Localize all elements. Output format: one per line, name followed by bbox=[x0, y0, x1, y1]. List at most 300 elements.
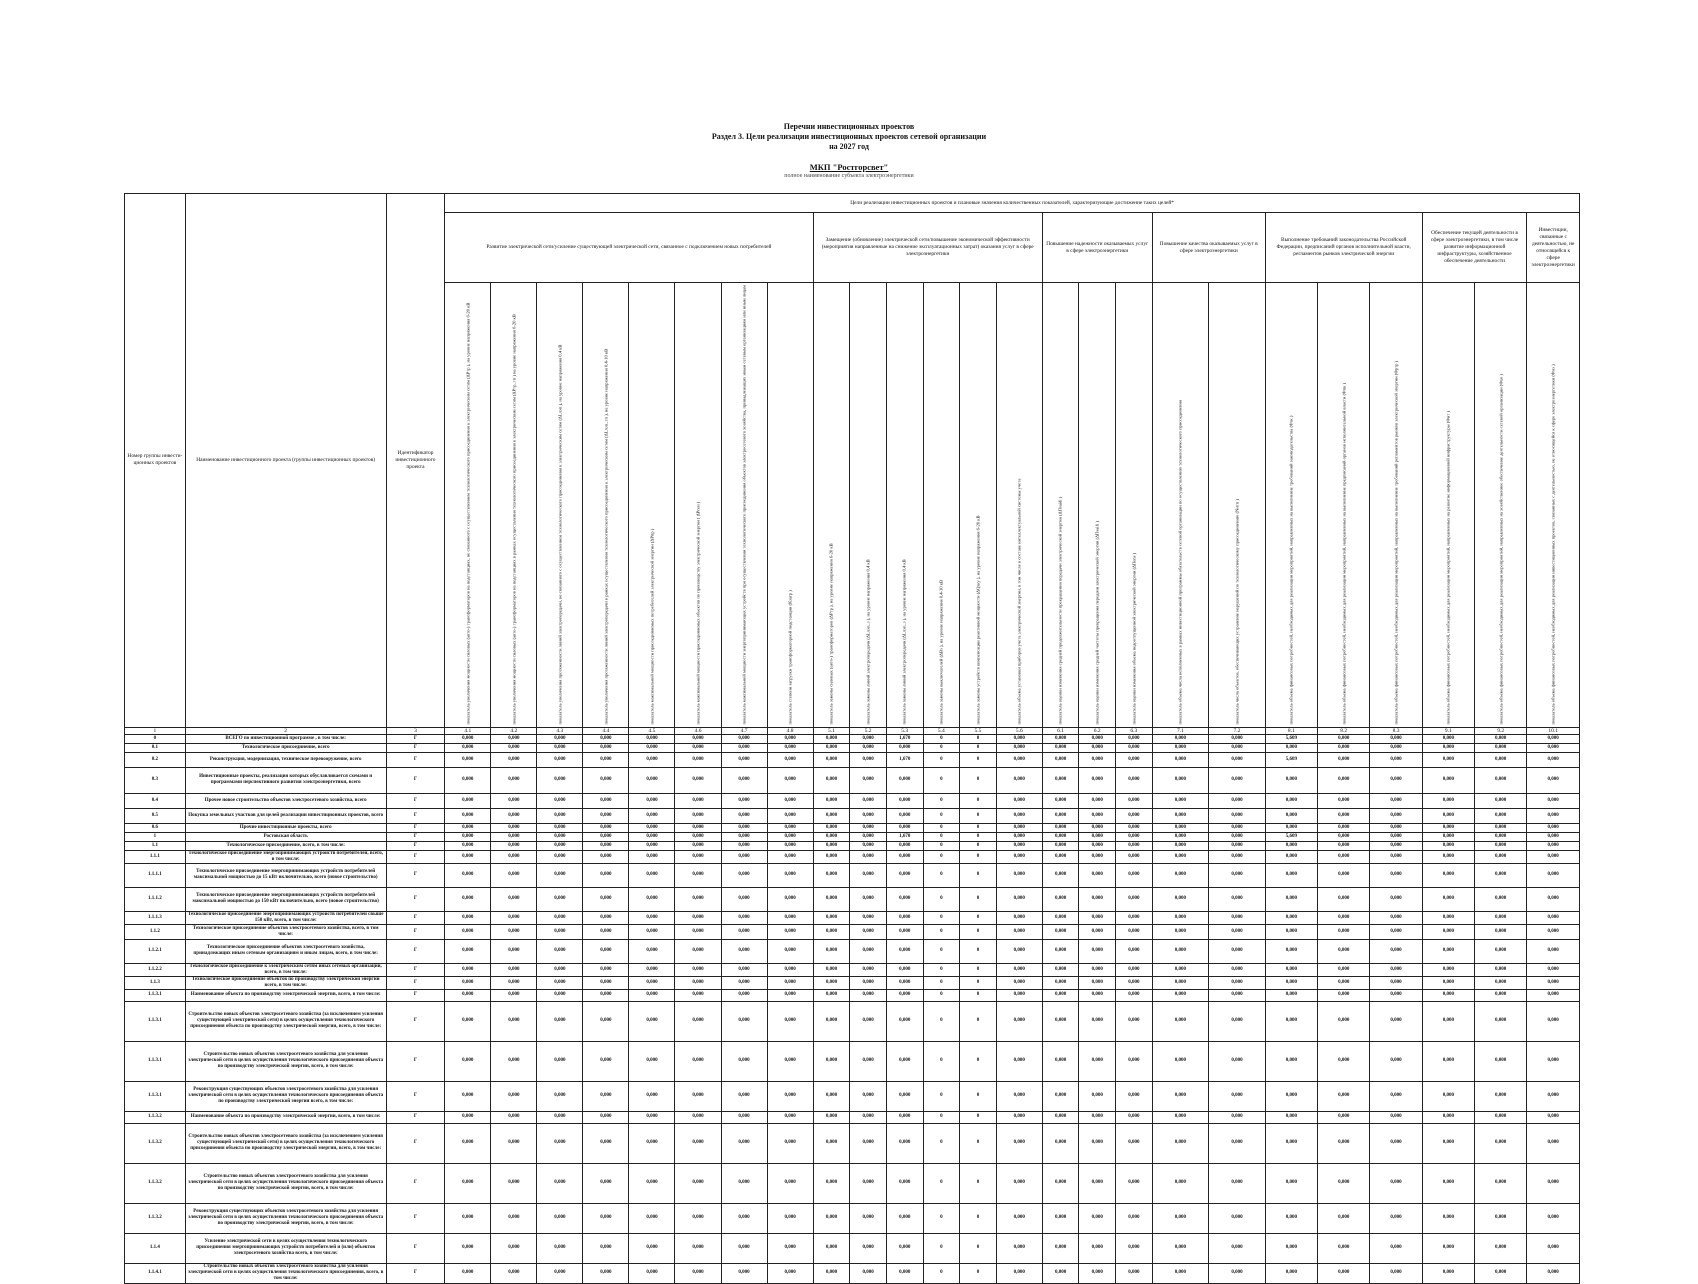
table-row bbox=[125, 863, 1580, 887]
header-indicator: показатель увеличения протяженности линий электропередачи, не связанного с осуществлением технологического присоединения к электрическим сетям (ΔLлэп ), на уровне напряжения 0,4 кВ bbox=[537, 283, 583, 728]
row-value: 0,000 bbox=[1152, 963, 1209, 976]
row-value: 0,000 bbox=[813, 939, 850, 963]
header-goal-6: Повышение надежности оказываемых услуг в сфере электроэнергетики bbox=[1042, 213, 1152, 283]
row-value: 0,000 bbox=[850, 989, 887, 1001]
row-value: 0 bbox=[960, 841, 997, 850]
row-value: 0,000 bbox=[1152, 911, 1209, 924]
row-value: 0,000 bbox=[675, 832, 721, 841]
row-value: 0,000 bbox=[721, 808, 767, 823]
row-value: 0,000 bbox=[1209, 911, 1266, 924]
row-value: 0,000 bbox=[1265, 743, 1317, 752]
row-value: 0 bbox=[923, 963, 960, 976]
row-value: 0,000 bbox=[850, 793, 887, 808]
row-value: 0,000 bbox=[886, 1163, 923, 1203]
row-name: Технологическое присоединение к электрическим сетям иных сетевых организаций, всего, в том числе: bbox=[185, 963, 386, 976]
row-value: 0,000 bbox=[1152, 924, 1209, 939]
row-value: 0,000 bbox=[629, 743, 675, 752]
row-value: 0 bbox=[923, 1263, 960, 1283]
row-value: 0,000 bbox=[813, 823, 850, 832]
row-value: 0,000 bbox=[1152, 1001, 1209, 1041]
header-indicator: показатель объема финансовых потребностей, необходимых для реализации мероприятий, направленных на выполнение требований регламентов рынков электрической энергии (Фртр ) bbox=[1370, 283, 1422, 728]
row-value: 0,000 bbox=[1422, 939, 1474, 963]
row-value: 0,000 bbox=[850, 850, 887, 863]
row-value: 0,000 bbox=[767, 1081, 813, 1111]
row-value: 0,000 bbox=[1527, 841, 1580, 850]
row-value: 0,000 bbox=[1116, 832, 1153, 841]
row-value: 0,000 bbox=[767, 1041, 813, 1081]
row-value: 0,000 bbox=[629, 823, 675, 832]
row-value: 0,000 bbox=[721, 1123, 767, 1163]
row-value: 0,000 bbox=[813, 793, 850, 808]
row-value: 0,000 bbox=[1475, 911, 1527, 924]
row-value: 0,000 bbox=[583, 1001, 629, 1041]
column-number: 9.2 bbox=[1475, 727, 1527, 734]
row-number: 0.3 bbox=[125, 767, 186, 793]
row-value: 0,000 bbox=[1422, 1081, 1474, 1111]
row-value: 0,000 bbox=[1265, 1081, 1317, 1111]
row-value: 0,000 bbox=[1370, 734, 1422, 743]
row-value: 0,000 bbox=[675, 887, 721, 911]
row-value: 0,000 bbox=[886, 850, 923, 863]
row-value: 0,000 bbox=[583, 963, 629, 976]
row-value: 0,000 bbox=[721, 823, 767, 832]
row-value: 0,000 bbox=[445, 1203, 491, 1233]
row-value: 0,000 bbox=[1152, 1163, 1209, 1203]
table-row bbox=[125, 1233, 1580, 1263]
row-value: 0,000 bbox=[1079, 767, 1116, 793]
row-value: 0,000 bbox=[886, 976, 923, 989]
row-value: 0,000 bbox=[629, 734, 675, 743]
row-name: Технологическое присоединение энергопринимающих устройств потребителей, всего, в том числе: bbox=[185, 850, 386, 863]
row-value: 0,000 bbox=[1422, 863, 1474, 887]
row-name: ВСЕГО по инвестиционной программе , в том числе: bbox=[185, 734, 386, 743]
row-value: 0 bbox=[960, 743, 997, 752]
row-value: 0,000 bbox=[886, 743, 923, 752]
row-value: 0,000 bbox=[1422, 1163, 1474, 1203]
row-value: 0,000 bbox=[1370, 1041, 1422, 1081]
column-number: 3 bbox=[386, 727, 445, 734]
row-value: 0,000 bbox=[1422, 823, 1474, 832]
row-value: 0,000 bbox=[537, 841, 583, 850]
row-value: 0,000 bbox=[813, 911, 850, 924]
row-value: 0,000 bbox=[850, 863, 887, 887]
row-value: 0,000 bbox=[1370, 767, 1422, 793]
row-value: 0,000 bbox=[886, 1111, 923, 1123]
row-value: 0 bbox=[923, 911, 960, 924]
row-value: 0,000 bbox=[886, 863, 923, 887]
row-value: 0,000 bbox=[886, 841, 923, 850]
row-value: 0,000 bbox=[1370, 939, 1422, 963]
row-value: 0,000 bbox=[491, 823, 537, 832]
row-value: 0,000 bbox=[1422, 976, 1474, 989]
row-value: 0,000 bbox=[1527, 832, 1580, 841]
row-value: 0,000 bbox=[721, 963, 767, 976]
row-value: 0,000 bbox=[1042, 793, 1079, 808]
column-number: 6.1 bbox=[1042, 727, 1079, 734]
row-value: 0,000 bbox=[491, 1111, 537, 1123]
row-value: 0,000 bbox=[675, 911, 721, 924]
row-value: 0,000 bbox=[850, 808, 887, 823]
row-name: Ростовская область bbox=[185, 832, 386, 841]
row-value: 0,000 bbox=[537, 1001, 583, 1041]
row-value: 0,000 bbox=[1079, 841, 1116, 850]
row-value: 0,000 bbox=[491, 863, 537, 887]
row-identifier: Г bbox=[386, 989, 445, 1001]
row-value: 0,000 bbox=[1209, 976, 1266, 989]
row-value: 0,000 bbox=[537, 1123, 583, 1163]
row-value: 0,000 bbox=[1318, 823, 1370, 832]
row-identifier: Г bbox=[386, 743, 445, 752]
row-value: 0,000 bbox=[721, 841, 767, 850]
row-name: Инвестиционные проекты, реализация которых обуславливается схемами и программами перспективного развития электроэнергетики, всего bbox=[185, 767, 386, 793]
header-indicator: показатель степени загрузки трансформаторной подстанции (Кзагр ) bbox=[767, 283, 813, 728]
row-identifier: Г bbox=[386, 832, 445, 841]
row-value: 0,000 bbox=[813, 743, 850, 752]
row-value: 0,000 bbox=[850, 823, 887, 832]
row-value: 0,000 bbox=[491, 939, 537, 963]
row-value: 0,000 bbox=[996, 734, 1042, 743]
row-value: 0,000 bbox=[1116, 1123, 1153, 1163]
row-value: 0,000 bbox=[1265, 1203, 1317, 1233]
row-value: 0,000 bbox=[1318, 1233, 1370, 1263]
row-value: 0,000 bbox=[537, 823, 583, 832]
table-row bbox=[125, 1263, 1580, 1283]
row-value: 0,000 bbox=[1116, 841, 1153, 850]
row-value: 0,000 bbox=[767, 1163, 813, 1203]
row-value: 0,000 bbox=[445, 863, 491, 887]
row-value: 0,000 bbox=[1209, 1001, 1266, 1041]
row-value: 0,000 bbox=[1152, 743, 1209, 752]
table-row bbox=[125, 752, 1580, 767]
row-value: 0,000 bbox=[583, 1163, 629, 1203]
row-value: 0 bbox=[923, 767, 960, 793]
row-value: 0,000 bbox=[1152, 793, 1209, 808]
row-value: 0,000 bbox=[445, 743, 491, 752]
row-identifier: Г bbox=[386, 841, 445, 850]
row-value: 0,000 bbox=[721, 743, 767, 752]
row-value: 0 bbox=[923, 808, 960, 823]
row-value: 0,000 bbox=[491, 1163, 537, 1203]
row-value: 0,000 bbox=[721, 976, 767, 989]
row-value: 0,000 bbox=[537, 850, 583, 863]
row-value: 0,000 bbox=[996, 808, 1042, 823]
row-value: 0,000 bbox=[629, 850, 675, 863]
header-goal-8: Выполнение требований законодательства Российской Федерации, предписаний органов исполнительной власти, регламентов рынков электрической энергии bbox=[1265, 213, 1422, 283]
row-value: 0,000 bbox=[583, 863, 629, 887]
row-value: 0,000 bbox=[1209, 823, 1266, 832]
row-value: 0,000 bbox=[1079, 1001, 1116, 1041]
column-number: 4.1 bbox=[445, 727, 491, 734]
row-value: 0,000 bbox=[445, 887, 491, 911]
row-value: 0,000 bbox=[1042, 887, 1079, 911]
table-row bbox=[125, 823, 1580, 832]
row-value: 0,000 bbox=[629, 1001, 675, 1041]
row-value: 0 bbox=[960, 939, 997, 963]
row-value: 0,000 bbox=[1422, 743, 1474, 752]
row-value: 0,000 bbox=[1265, 1111, 1317, 1123]
row-value: 0,000 bbox=[1527, 1111, 1580, 1123]
row-value: 0,000 bbox=[583, 808, 629, 823]
row-value: 0,000 bbox=[491, 793, 537, 808]
row-value: 0,000 bbox=[1527, 1081, 1580, 1111]
row-value: 0,000 bbox=[1116, 1081, 1153, 1111]
row-value: 0,000 bbox=[629, 963, 675, 976]
row-value: 0,000 bbox=[1527, 1233, 1580, 1263]
row-identifier: Г bbox=[386, 1081, 445, 1111]
row-value: 0,000 bbox=[996, 1041, 1042, 1081]
row-value: 0,000 bbox=[491, 734, 537, 743]
row-value: 0,000 bbox=[813, 734, 850, 743]
row-value: 0,000 bbox=[537, 767, 583, 793]
row-number: 1.1.3.2 bbox=[125, 1123, 186, 1163]
row-value: 0,000 bbox=[583, 1263, 629, 1283]
row-value: 0,000 bbox=[537, 752, 583, 767]
row-value: 0,000 bbox=[583, 1081, 629, 1111]
row-value: 0,000 bbox=[1475, 1233, 1527, 1263]
row-value: 0,000 bbox=[1209, 1233, 1266, 1263]
row-number: 1.1.4 bbox=[125, 1233, 186, 1263]
column-number: 9.1 bbox=[1422, 727, 1474, 734]
column-number: 5.5 bbox=[960, 727, 997, 734]
row-value: 0,000 bbox=[996, 793, 1042, 808]
row-value: 0,000 bbox=[491, 989, 537, 1001]
row-value: 0,000 bbox=[1422, 793, 1474, 808]
row-value: 0,000 bbox=[629, 1203, 675, 1233]
row-value: 0,000 bbox=[721, 1041, 767, 1081]
row-value: 0,000 bbox=[491, 841, 537, 850]
row-value: 0,000 bbox=[1079, 1041, 1116, 1081]
row-value: 0,000 bbox=[583, 924, 629, 939]
row-value: 0 bbox=[923, 863, 960, 887]
header-goal-10: Инвестиции, связанные с деятельностью, не относящейся к сфере электроэнергетики bbox=[1527, 213, 1580, 283]
row-value: 0,000 bbox=[1318, 939, 1370, 963]
row-value: 0,000 bbox=[1318, 1041, 1370, 1081]
row-value: 0,000 bbox=[675, 808, 721, 823]
row-value: 0,000 bbox=[1116, 743, 1153, 752]
row-value: 0,000 bbox=[767, 767, 813, 793]
row-value: 0,000 bbox=[1318, 734, 1370, 743]
table-row bbox=[125, 1203, 1580, 1233]
row-value: 0,000 bbox=[721, 752, 767, 767]
row-value: 0,000 bbox=[813, 1111, 850, 1123]
row-value: 0,000 bbox=[886, 1263, 923, 1283]
column-number: 4.3 bbox=[537, 727, 583, 734]
row-value: 0,000 bbox=[1042, 808, 1079, 823]
row-value: 0,000 bbox=[850, 743, 887, 752]
row-value: 0,000 bbox=[886, 1123, 923, 1163]
row-identifier: Г bbox=[386, 823, 445, 832]
row-value: 0,000 bbox=[583, 1041, 629, 1081]
row-value: 0,000 bbox=[491, 1123, 537, 1163]
row-value: 0,000 bbox=[1116, 989, 1153, 1001]
table-row bbox=[125, 793, 1580, 808]
row-value: 0,000 bbox=[1265, 989, 1317, 1001]
row-number: 1.1.3.2 bbox=[125, 1111, 186, 1123]
row-value: 0,000 bbox=[1265, 976, 1317, 989]
row-value: 0,000 bbox=[1209, 734, 1266, 743]
row-value: 0,000 bbox=[1042, 1163, 1079, 1203]
row-value: 0,000 bbox=[1042, 1203, 1079, 1233]
header-goal-5: Замещение (обновление) электрической сети/повышение экономической эффективности (мероприятия направленные на снижение эксплуатационных затрат) оказания услуг в сфере электроэнергетики bbox=[813, 213, 1042, 283]
row-value: 0,000 bbox=[1422, 1123, 1474, 1163]
row-value: 0,000 bbox=[1475, 743, 1527, 752]
row-value: 0,000 bbox=[1318, 976, 1370, 989]
column-number: 7.2 bbox=[1209, 727, 1266, 734]
row-value: 0,000 bbox=[1079, 989, 1116, 1001]
row-value: 0,000 bbox=[767, 989, 813, 1001]
row-value: 0,000 bbox=[1422, 1263, 1474, 1283]
row-value: 0,000 bbox=[1318, 832, 1370, 841]
row-value: 0,000 bbox=[629, 1263, 675, 1283]
row-value: 0,000 bbox=[1527, 989, 1580, 1001]
row-value: 0,000 bbox=[583, 850, 629, 863]
row-value: 0,000 bbox=[1042, 1233, 1079, 1263]
row-identifier: Г bbox=[386, 793, 445, 808]
row-value: 0,000 bbox=[629, 1081, 675, 1111]
title-line-2: Раздел 3. Цели реализации инвестиционных проектов сетевой организации bbox=[711, 132, 987, 141]
row-value: 0,000 bbox=[491, 911, 537, 924]
row-number: 1.1.2 bbox=[125, 924, 186, 939]
row-name: Покупка земельных участков для целей реализации инвестиционных проектов, всего bbox=[185, 808, 386, 823]
row-value: 0,000 bbox=[445, 1233, 491, 1263]
row-value: 0,000 bbox=[1042, 752, 1079, 767]
row-value: 0,000 bbox=[629, 1233, 675, 1263]
row-value: 0,000 bbox=[1265, 1041, 1317, 1081]
row-name: Технологическое присоединение, всего bbox=[185, 743, 386, 752]
row-value: 0,000 bbox=[721, 911, 767, 924]
row-value: 0,000 bbox=[886, 887, 923, 911]
row-identifier: Г bbox=[386, 1263, 445, 1283]
row-value: 0,000 bbox=[445, 752, 491, 767]
row-value: 5,609 bbox=[1265, 832, 1317, 841]
row-number: 1.1.2.2 bbox=[125, 963, 186, 976]
row-value: 0,000 bbox=[537, 939, 583, 963]
row-identifier: Г bbox=[386, 887, 445, 911]
row-value: 0,000 bbox=[675, 989, 721, 1001]
header-indicator: показатель максимальной мощности энергопринимающих устройств при осуществлении технологического присоединения объектов электросетевого хозяйства, принадлежащих иным сетевым организациям или иным лицам bbox=[721, 283, 767, 728]
row-value: 0,000 bbox=[996, 823, 1042, 832]
row-name: Строительство новых объектов электросетевого хозяйства для усиления электрической сети в целях осуществления технологического присоединения, всего, в том числе: bbox=[185, 1263, 386, 1283]
row-value: 0,000 bbox=[1116, 808, 1153, 823]
row-value: 0,000 bbox=[1152, 823, 1209, 832]
row-value: 0,000 bbox=[1152, 1111, 1209, 1123]
row-value: 0,000 bbox=[537, 924, 583, 939]
table-row bbox=[125, 832, 1580, 841]
row-value: 0,000 bbox=[1475, 1081, 1527, 1111]
row-value: 0,000 bbox=[1527, 823, 1580, 832]
header-indicator: показатель оценки изменения объема недоотпущенной электрической энергии (ΔПens ) bbox=[1116, 283, 1153, 728]
row-value: 0,000 bbox=[767, 939, 813, 963]
header-indicator: показатель максимальной мощности присоединяемых объектов по производству электрической энергии ( ΔPген ) bbox=[675, 283, 721, 728]
column-number: 8.3 bbox=[1370, 727, 1422, 734]
row-value: 0,000 bbox=[850, 1001, 887, 1041]
row-value: 0,000 bbox=[537, 1111, 583, 1123]
row-value: 0,000 bbox=[1475, 1001, 1527, 1041]
row-value: 0,000 bbox=[675, 963, 721, 976]
row-value: 0,000 bbox=[850, 1111, 887, 1123]
row-value: 0,000 bbox=[491, 1233, 537, 1263]
row-value: 0,000 bbox=[813, 863, 850, 887]
row-value: 0,000 bbox=[1209, 767, 1266, 793]
row-value: 0,000 bbox=[583, 832, 629, 841]
row-value: 0,000 bbox=[1370, 850, 1422, 863]
row-name: Наименование объекта по производству электрической энергии, всего, в том числе: bbox=[185, 989, 386, 1001]
row-value: 0,000 bbox=[1475, 976, 1527, 989]
row-value: 0 bbox=[960, 911, 997, 924]
row-value: 0,000 bbox=[675, 1001, 721, 1041]
row-value: 0,000 bbox=[996, 1111, 1042, 1123]
row-value: 0,000 bbox=[1370, 911, 1422, 924]
row-value: 0,000 bbox=[1116, 793, 1153, 808]
row-value: 0,000 bbox=[886, 963, 923, 976]
row-value: 0,000 bbox=[721, 989, 767, 1001]
row-value: 0,000 bbox=[1209, 743, 1266, 752]
row-value: 0,000 bbox=[721, 1111, 767, 1123]
row-value: 0,000 bbox=[1318, 743, 1370, 752]
row-value: 0,000 bbox=[1422, 924, 1474, 939]
row-value: 0,000 bbox=[491, 924, 537, 939]
row-value: 0,000 bbox=[1475, 808, 1527, 823]
row-value: 0,000 bbox=[1265, 793, 1317, 808]
row-value: 0 bbox=[960, 1203, 997, 1233]
row-value: 0 bbox=[923, 743, 960, 752]
row-value: 0,000 bbox=[1079, 1163, 1116, 1203]
row-value: 0,000 bbox=[583, 1203, 629, 1233]
header-indicator: показатель оценки изменения средней частоты прекращения передачи электрической энергии (ΔПsaifi ) bbox=[1079, 283, 1116, 728]
row-value: 0,000 bbox=[1318, 1203, 1370, 1233]
column-number: 8.1 bbox=[1265, 727, 1317, 734]
row-value: 0,000 bbox=[583, 752, 629, 767]
row-value: 0,000 bbox=[886, 1041, 923, 1081]
row-value: 0,000 bbox=[1079, 924, 1116, 939]
row-value: 0,000 bbox=[583, 1233, 629, 1263]
row-value: 0,000 bbox=[1265, 767, 1317, 793]
row-value: 0,000 bbox=[1265, 808, 1317, 823]
row-value: 0 bbox=[923, 1001, 960, 1041]
row-value: 0,000 bbox=[537, 1203, 583, 1233]
row-value: 0,000 bbox=[1152, 752, 1209, 767]
row-name: Строительство новых объектов электросетевого хозяйства для усиления электрической сети в целях осуществления технологического присоединения объекта по производству электрической энергии, всего, в том числе: bbox=[185, 1041, 386, 1081]
row-value: 0,000 bbox=[1209, 924, 1266, 939]
header-indicator: показатель объема финансовых потребностей, необходимых для реализации инвестиционных проектов, связанных с деятельностью, не относящейся к сфере электроэнергетики (Фнэ ) bbox=[1527, 283, 1580, 728]
row-value: 0,000 bbox=[1209, 793, 1266, 808]
row-value: 0,000 bbox=[1265, 823, 1317, 832]
row-value: 0 bbox=[923, 832, 960, 841]
row-value: 0,000 bbox=[1527, 793, 1580, 808]
row-value: 0,000 bbox=[491, 1001, 537, 1041]
row-value: 0,000 bbox=[1152, 1081, 1209, 1111]
row-value: 0,000 bbox=[996, 976, 1042, 989]
row-identifier: Г bbox=[386, 963, 445, 976]
header-indicator: показатель числа объектов, обеспечивающих устранение нарушений по технологическому присоединению (Nнтп ) bbox=[1209, 283, 1266, 728]
row-value: 0,000 bbox=[850, 1233, 887, 1263]
row-value: 0,000 bbox=[1370, 1163, 1422, 1203]
row-value: 0,000 bbox=[491, 963, 537, 976]
row-value: 0,000 bbox=[1370, 1263, 1422, 1283]
row-value: 0,000 bbox=[1422, 808, 1474, 823]
row-identifier: Г bbox=[386, 1041, 445, 1081]
row-value: 0,000 bbox=[1318, 1263, 1370, 1283]
column-number: 8.2 bbox=[1318, 727, 1370, 734]
row-name: Технологическое присоединение объектов электросетевого хозяйства, принадлежащих иным сетевым организациям и иным лицам, всего, в том числе: bbox=[185, 939, 386, 963]
row-value: 0,000 bbox=[886, 989, 923, 1001]
row-value: 0,000 bbox=[583, 743, 629, 752]
row-value: 0,000 bbox=[1527, 1203, 1580, 1233]
row-value: 0,000 bbox=[1265, 1263, 1317, 1283]
row-value: 0,000 bbox=[813, 1001, 850, 1041]
header-project-id: Идентификатор инвестиционного проекта bbox=[386, 194, 445, 728]
row-value: 0,000 bbox=[491, 1081, 537, 1111]
